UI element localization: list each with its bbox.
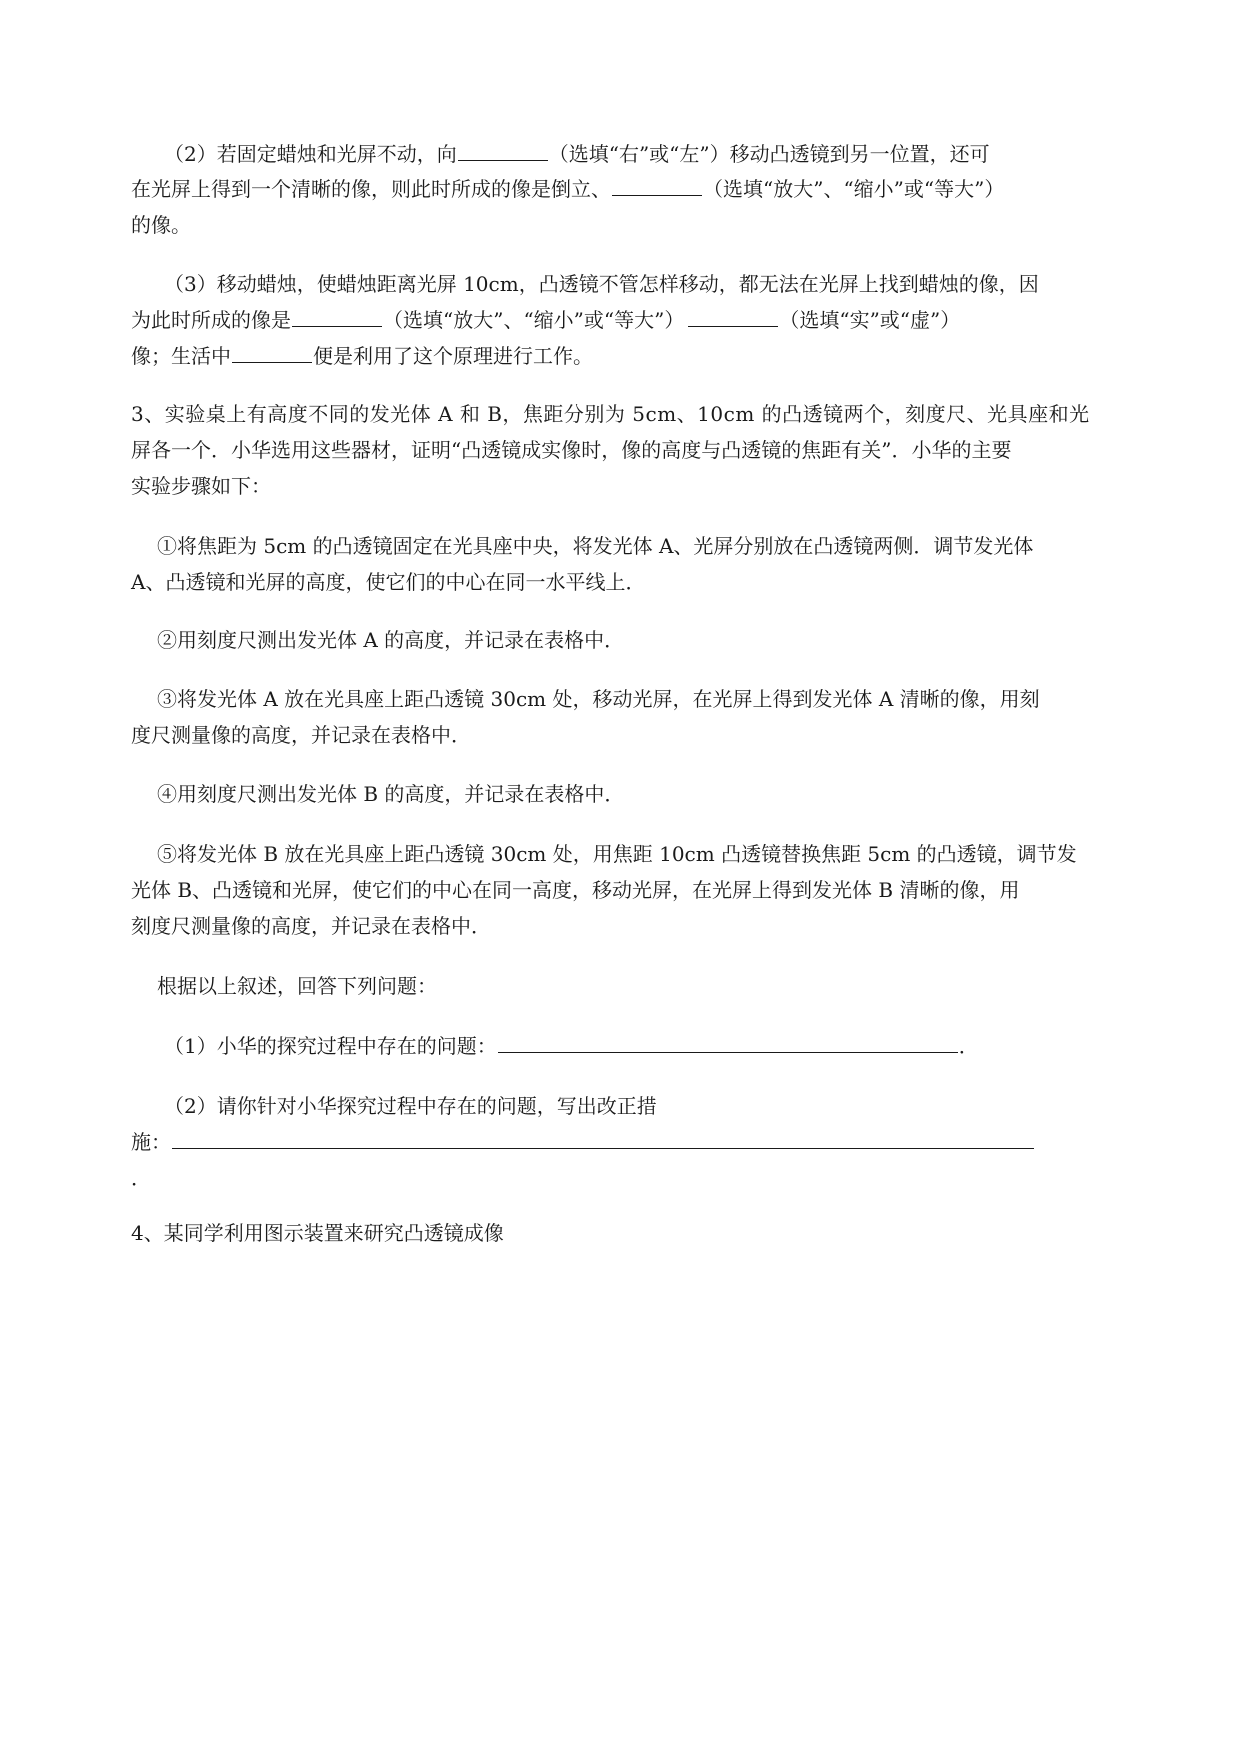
q3-sub1-text: （1）小华的探究过程中存在的问题： xyxy=(164,1034,497,1058)
q3-step3-a: ③将发光体 A 放在光具座上距凸透镜 30cm 处，移动光屏，在光屏上得到发光体 A 清晰的像，用刻 xyxy=(157,687,1040,711)
q2-2-blank-direction[interactable] xyxy=(458,140,548,161)
q3-sub2-answer-blank[interactable] xyxy=(172,1128,1034,1149)
q2-3-text-d: （选填“实”或“虚”） xyxy=(779,308,961,332)
q3-sub2-text-b: 施： xyxy=(131,1130,171,1154)
q2-3-blank-size[interactable] xyxy=(292,306,382,327)
q3-step1-b: A、凸透镜和光屏的高度，使它们的中心在同一水平线上． xyxy=(131,570,646,594)
q3-sub1-end: ． xyxy=(958,1034,979,1058)
q2-2-text-d: （选填“放大”、“缩小”或“等大”） xyxy=(703,177,1005,201)
q3-step5-b: 光体 B、凸透镜和光屏，使它们的中心在同一高度，移动光屏，在光屏上得到发光体 B 清晰的像，用 xyxy=(131,878,1020,902)
q2-2-text-c: 在光屏上得到一个清晰的像，则此时所成的像是倒立、 xyxy=(131,177,611,201)
q3-step1-a: ①将焦距为 5cm 的凸透镜固定在光具座中央，将发光体 A、光屏分别放在凸透镜两侧．调节发光体 xyxy=(157,534,1034,558)
q3-sub2-end: ． xyxy=(131,1166,151,1190)
q2-3-text-b: 为此时所成的像是 xyxy=(131,308,291,332)
q3-step4: ④用刻度尺测出发光体 B 的高度，并记录在表格中． xyxy=(157,782,625,806)
q2-3-text-c: （选填“放大”、“缩小”或“等大”） xyxy=(383,308,685,332)
q3-sub1-answer-blank[interactable] xyxy=(498,1032,958,1053)
q2-3-text-a: （3）移动蜡烛，使蜡烛距离光屏 10cm，凸透镜不管怎样移动，都无法在光屏上找到蜡烛的像，因 xyxy=(164,272,1039,296)
q4-title: 4、某同学利用图示装置来研究凸透镜成像 xyxy=(131,1221,504,1245)
q3-intro-3: 实验步骤如下： xyxy=(131,474,271,498)
q3-step5-c: 刻度尺测量像的高度，并记录在表格中． xyxy=(131,914,491,938)
q2-2-text-e: 的像。 xyxy=(131,213,191,237)
q2-3-text-f: 便是利用了这个原理进行工作。 xyxy=(313,344,593,368)
q3-sub2-text-a: （2）请你针对小华探究过程中存在的问题，写出改正措 xyxy=(164,1094,657,1118)
q2-3-blank-real-virtual[interactable] xyxy=(688,306,778,327)
q3-step2: ②用刻度尺测出发光体 A 的高度，并记录在表格中． xyxy=(157,628,625,652)
q2-2-text-a: （2）若固定蜡烛和光屏不动，向 xyxy=(164,142,457,166)
q2-2-text-b: （选填“右”或“左”）移动凸透镜到另一位置，还可 xyxy=(548,142,990,166)
q3-intro-1: 3、实验桌上有高度不同的发光体 A 和 B，焦距分别为 5cm、10cm 的凸透镜两个，刻度尺、光具座和光 xyxy=(131,402,1090,426)
q2-3-blank-device[interactable] xyxy=(232,342,312,363)
q3-prompt: 根据以上叙述，回答下列问题： xyxy=(157,974,437,998)
q2-3-text-e: 像；生活中 xyxy=(131,344,231,368)
q3-step5-a: ⑤将发光体 B 放在光具座上距凸透镜 30cm 处，用焦距 10cm 凸透镜替换焦距 5cm 的凸透镜，调节发 xyxy=(157,842,1077,866)
q2-2-blank-size[interactable] xyxy=(612,175,702,196)
q3-step3-b: 度尺测量像的高度，并记录在表格中． xyxy=(131,723,471,747)
q3-intro-2: 屏各一个．小华选用这些器材，证明“凸透镜成实像时，像的高度与凸透镜的焦距有关”．小华的主要 xyxy=(131,438,1012,462)
